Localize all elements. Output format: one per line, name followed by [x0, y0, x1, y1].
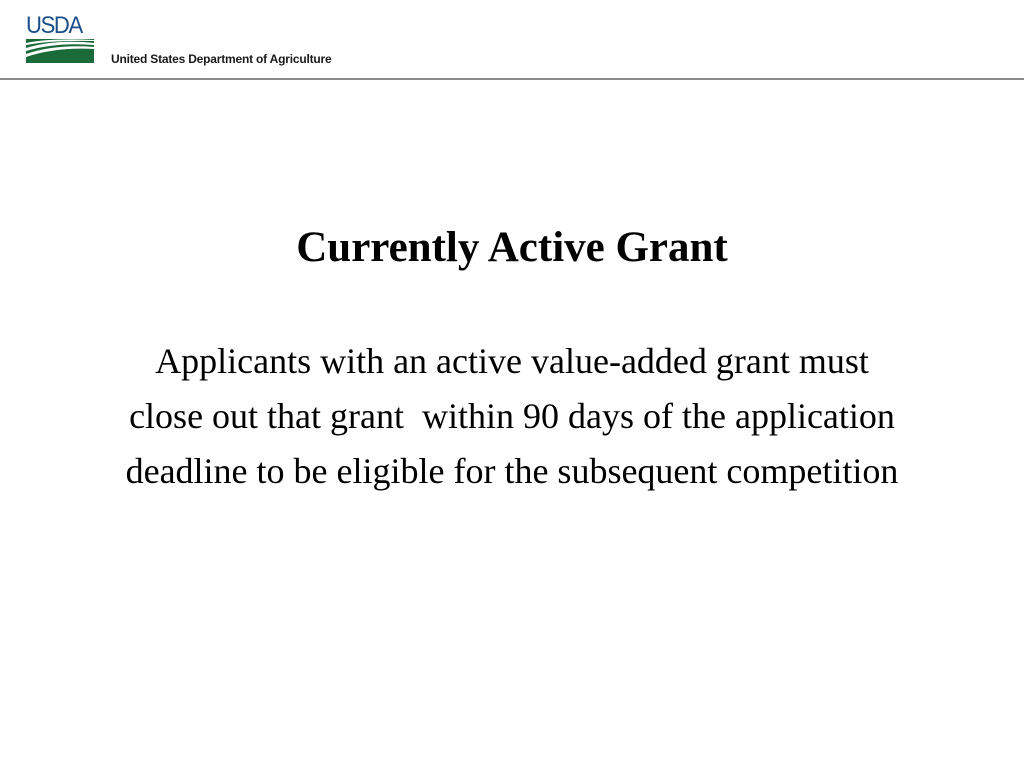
- agency-name: United States Department of Agriculture: [111, 52, 332, 66]
- header-divider: [0, 78, 1024, 80]
- slide-body: Applicants with an active value-added grant must close out that grant within 90 days of the application deadline to be eligible for the subsequent competition: [125, 341, 904, 491]
- header: [0, 0, 1024, 80]
- logo-text: USDA: [26, 12, 82, 39]
- slide-title: Currently Active Grant: [296, 224, 728, 271]
- field-icon: [26, 39, 94, 63]
- usda-logo: [26, 14, 94, 64]
